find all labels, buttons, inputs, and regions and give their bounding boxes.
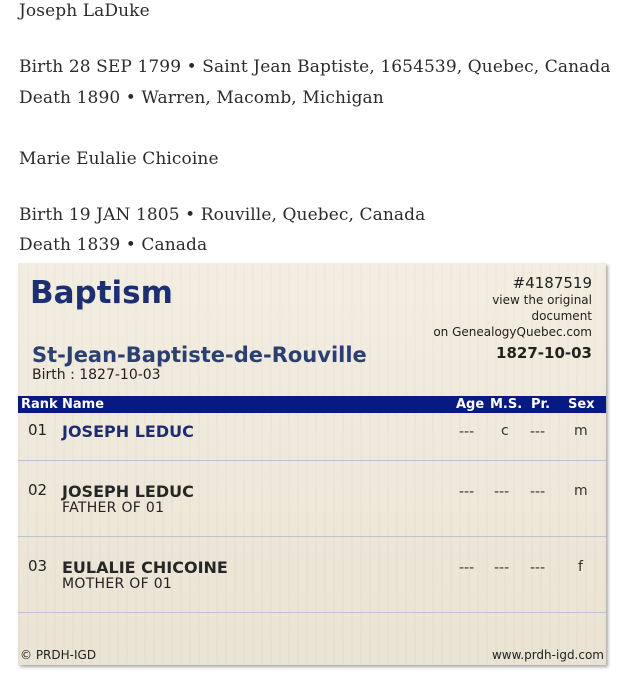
copyright-text: © PRDH-IGD — [20, 648, 97, 662]
record-birth: Birth : 1827-10-03 — [32, 367, 161, 383]
row-divider — [18, 612, 606, 613]
row-divider — [18, 460, 606, 461]
row-role: MOTHER OF 01 — [62, 576, 173, 592]
website-url: www.prdh-igd.com — [491, 648, 604, 662]
view-original-line: document — [531, 309, 592, 323]
row-sex: m — [574, 423, 588, 439]
row-rank: 03 — [28, 557, 48, 575]
person2-birth: Birth 19 JAN 1805 • Rouville, Quebec, Canada — [19, 205, 426, 225]
header-pr: Pr. — [531, 397, 551, 412]
person2-death: Death 1839 • Canada — [19, 235, 208, 255]
header-name: Name — [62, 397, 105, 412]
row-name: JOSEPH LEDUC — [62, 422, 194, 441]
row-age: --- — [459, 424, 475, 440]
view-original-link — [433, 292, 592, 340]
row-age: --- — [459, 560, 475, 576]
header-ms: M.S. — [490, 397, 523, 412]
row-ms: c — [501, 423, 509, 439]
row-role: FATHER OF 01 — [62, 500, 165, 516]
person1-death: Death 1890 • Warren, Macomb, Michigan — [19, 88, 384, 108]
row-ms: --- — [494, 484, 510, 500]
person2-name: Marie Eulalie Chicoine — [19, 149, 219, 169]
person1-name: Joseph LaDuke — [19, 1, 150, 21]
person1-birth: Birth 28 SEP 1799 • Saint Jean Baptiste, 1654539, Quebec, Canada — [19, 57, 611, 77]
row-pr: --- — [530, 484, 546, 500]
table-header — [18, 396, 606, 413]
row-sex: m — [574, 483, 588, 499]
row-rank: 01 — [28, 421, 48, 439]
view-original-line: on GenealogyQuebec.com — [433, 325, 592, 339]
record-number: #4187519 — [512, 274, 592, 292]
row-ms: --- — [494, 560, 510, 576]
header-sex: Sex — [568, 397, 595, 412]
row-rank: 02 — [28, 481, 48, 499]
row-divider — [18, 536, 606, 537]
row-age: --- — [459, 484, 475, 500]
baptism-record-image — [18, 263, 606, 665]
record-title: Baptism — [30, 275, 173, 311]
row-sex: f — [578, 559, 583, 575]
row-name: EULALIE CHICOINE — [62, 558, 228, 577]
parish-name: St-Jean-Baptiste-de-Rouville — [32, 343, 367, 367]
row-name: JOSEPH LEDUC — [62, 482, 194, 501]
row-pr: --- — [530, 560, 546, 576]
header-age: Age — [456, 397, 485, 412]
view-original-line: view the original — [492, 293, 592, 307]
record-date: 1827-10-03 — [496, 344, 592, 362]
header-rank: Rank — [21, 397, 58, 412]
row-pr: --- — [530, 424, 546, 440]
